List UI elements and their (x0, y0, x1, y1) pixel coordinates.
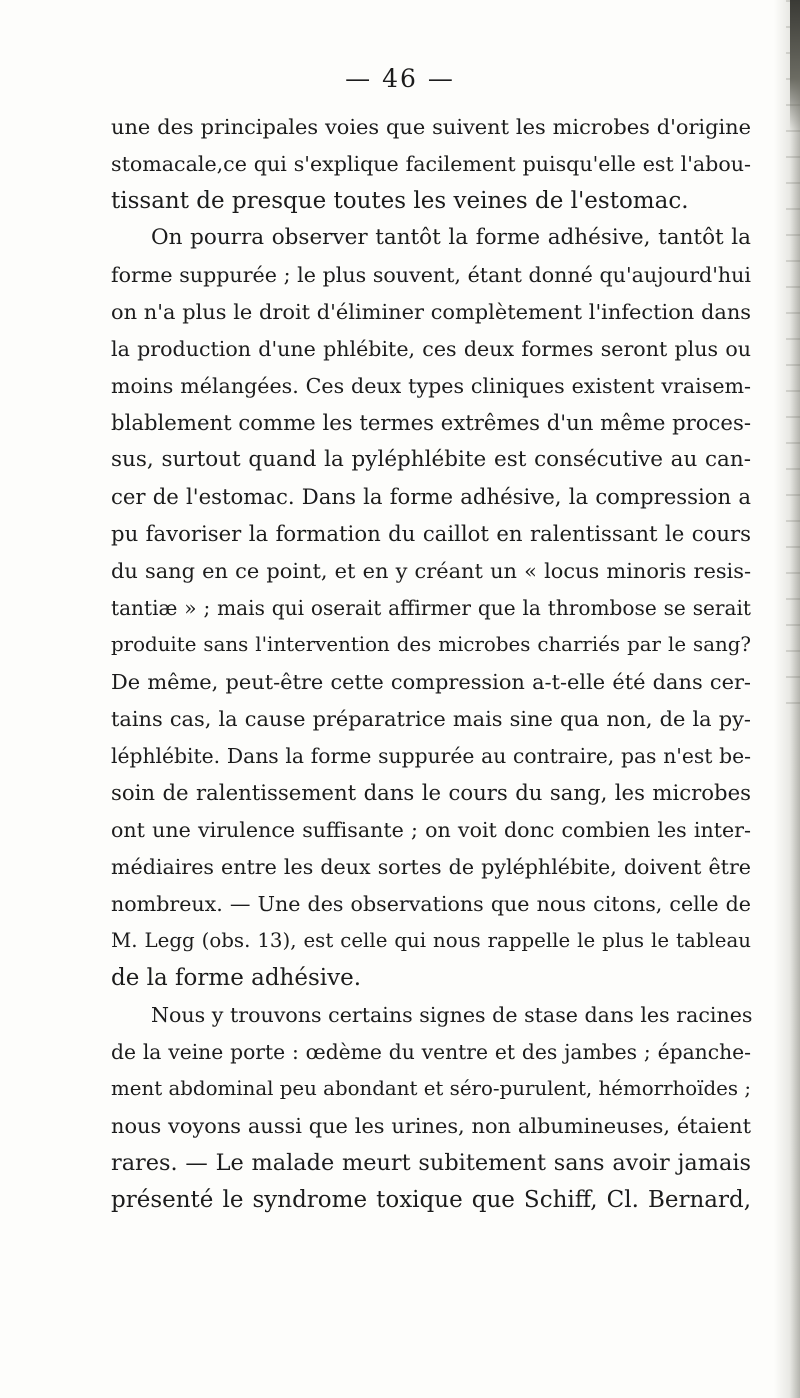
text-line: médiaires entre les deux sortes de pyléphlébite, doivent être (111, 855, 751, 879)
text-line: stomacale,ce qui s'explique facilement puisqu'elle est l'abou- (111, 152, 751, 176)
text-line: M. Legg (obs. 13), est celle qui nous rappelle le plus le tableau (111, 929, 751, 952)
text-line: nous voyons aussi que les urines, non albumineuses, étaient (111, 1114, 751, 1138)
text-line: De même, peut-être cette compression a-t-elle été dans cer- (111, 670, 751, 694)
text-line: forme suppurée ; le plus souvent, étant donné qu'aujourd'hui (111, 263, 751, 287)
text-line: blablement comme les termes extrêmes d'un même proces- (111, 410, 751, 435)
text-line: ment abdominal peu abondant et séro-purulent, hémorrhoïdes ; (111, 1077, 751, 1100)
text-line: présenté le syndrome toxique que Schiff, Cl. Bernard, (111, 1187, 751, 1213)
text-line: de la veine porte : œdème du ventre et des jambes ; épanche- (111, 1040, 751, 1064)
text-line: Nous y trouvons certains signes de stase dans les racines (151, 1003, 753, 1027)
text-line: produite sans l'intervention des microbes charriés par le sang? (111, 633, 751, 656)
text-line: soin de ralentissement dans le cours du sang, les microbes (111, 780, 751, 805)
text-line: sus, surtout quand la pyléphlébite est consécutive au can- (111, 447, 751, 472)
text-line: tantiæ » ; mais qui oserait affirmer que la thrombose se serait (111, 596, 751, 620)
text-line: rares. — Le malade meurt subitement sans avoir jamais (111, 1150, 751, 1176)
text-line: nombreux. — Une des observations que nous citons, celle de (111, 892, 751, 916)
text-line: la production d'une phlébite, ces deux formes seront plus ou (111, 337, 751, 361)
text-line: tains cas, la cause préparatrice mais sine qua non, de la py- (111, 707, 751, 731)
text-line: léphlébite. Dans la forme suppurée au contraire, pas n'est be- (111, 744, 751, 768)
text-line: de la forme adhésive. (111, 965, 362, 991)
text-line: pu favoriser la formation du caillot en ralentissant le cours (111, 521, 751, 546)
text-line: cer de l'estomac. Dans la forme adhésive, la compression a (111, 484, 751, 509)
page-number: — 46 — (345, 64, 455, 93)
text-line: tissant de presque toutes les veines de l'estomac. (111, 188, 689, 214)
text-line: du sang en ce point, et en y créant un « locus minoris resis- (111, 559, 751, 583)
text-line: on n'a plus le droit d'éliminer complètement l'infection dans (111, 300, 751, 324)
text-line: une des principales voies que suivent les microbes d'origine (111, 115, 751, 139)
text-line: moins mélangées. Ces deux types cliniques existent vraisem- (111, 374, 751, 398)
text-line: On pourra observer tantôt la forme adhésive, tantôt la (151, 225, 751, 250)
text-line: ont une virulence suffisante ; on voit donc combien les inter- (111, 818, 751, 842)
